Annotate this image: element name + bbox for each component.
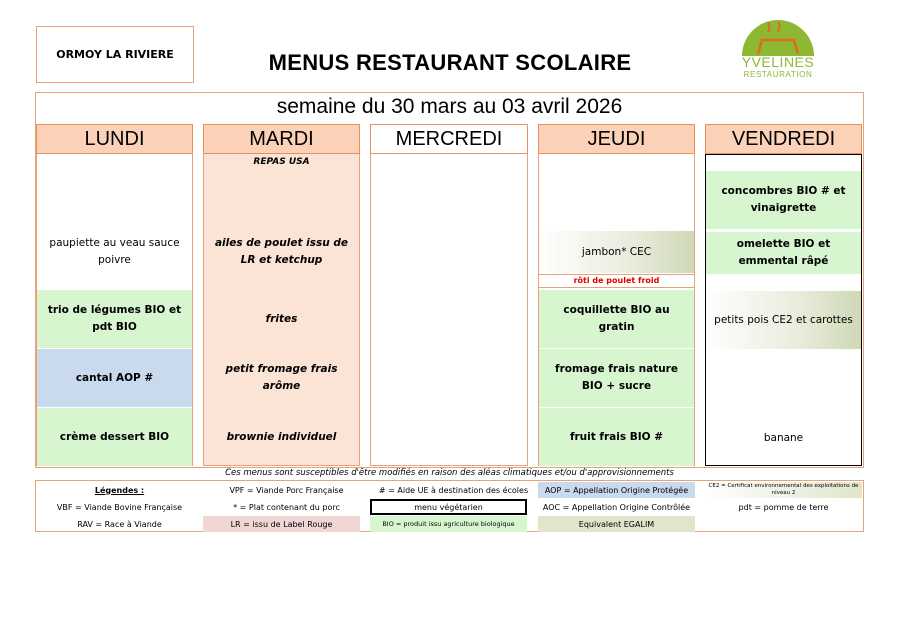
logo-line-2: RESTAURATION bbox=[743, 70, 813, 79]
menu-item-side: frites bbox=[265, 312, 298, 325]
menu-item-starter: concombres BIO # et vinaigrette bbox=[706, 171, 861, 229]
logo-graphic bbox=[728, 18, 828, 58]
legend-egalim: Equivalent EGALIM bbox=[538, 516, 695, 532]
menu-item-main: omelette BIO et emmental râpé bbox=[706, 232, 861, 274]
legend-aoc: AOC = Appellation Origine Contrôlée bbox=[542, 502, 691, 512]
legend-lr: LR = issu de Label Rouge bbox=[203, 516, 360, 532]
legend-porc: * = Plat contenant du porc bbox=[233, 502, 340, 512]
day-column-vendredi bbox=[705, 154, 862, 466]
disclaimer-note: Ces menus sont susceptibles d'être modifiés en raison des aléas climatiques et/ou d'approvisionnements bbox=[225, 468, 674, 478]
week-title: semaine du 30 mars au 03 avril 2026 bbox=[276, 95, 623, 118]
day-column-mardi bbox=[203, 154, 360, 466]
menu-item-dessert: crème dessert BIO bbox=[37, 408, 192, 466]
legend-vpf: VPF = Viande Porc Française bbox=[229, 485, 344, 495]
yvelines-restauration-logo bbox=[728, 18, 828, 82]
menu-item-cheese: cantal AOP # bbox=[37, 349, 192, 407]
page-title: MENUS RESTAURANT SCOLAIRE bbox=[268, 50, 632, 75]
menu-item-main: jambon* CEC bbox=[539, 231, 694, 273]
legend-ce2: CE2 = Certificat environnemental des exploitations de niveau 2 bbox=[705, 482, 862, 498]
legend-title: Légendes : bbox=[94, 485, 145, 495]
menu-item-dessert: fruit frais BIO # bbox=[539, 408, 694, 466]
menu-item-cheese: fromage frais nature BIO + sucre bbox=[539, 349, 694, 407]
menu-item-side: petits pois CE2 et carottes bbox=[706, 291, 861, 349]
menu-item-alternative: rôti de poulet froid bbox=[539, 274, 694, 288]
day-header-jeudi: JEUDI bbox=[538, 124, 695, 154]
menu-item-side: coquillette BIO au gratin bbox=[539, 290, 694, 348]
menu-item-dessert: brownie individuel bbox=[226, 430, 337, 443]
day-header-vendredi: VENDREDI bbox=[705, 124, 862, 154]
legend-bio: BIO = produit issu agriculture biologique bbox=[370, 516, 527, 532]
school-name: ORMOY LA RIVIERE bbox=[36, 26, 194, 83]
menu-item-side: trio de légumes BIO et pdt BIO bbox=[37, 290, 192, 348]
theme-label: REPAS USA bbox=[253, 156, 310, 167]
day-header-lundi: LUNDI bbox=[36, 124, 193, 154]
legend-aide-ue: # = Aide UE à destination des écoles bbox=[378, 485, 529, 495]
day-column-jeudi bbox=[538, 154, 695, 466]
legend-rav: RAV = Race à Viande bbox=[77, 519, 162, 529]
legend-vbf: VBF = Viande Bovine Française bbox=[56, 502, 183, 512]
day-header-mardi: MARDI bbox=[203, 124, 360, 154]
logo-line-1: YVELINES bbox=[741, 54, 815, 70]
menu-item-cheese: petit fromage frais arôme bbox=[225, 363, 338, 392]
day-column-lundi bbox=[36, 154, 193, 466]
menu-item-main: ailes de poulet issu de LR et ketchup bbox=[214, 237, 349, 266]
legend-pdt: pdt = pomme de terre bbox=[738, 502, 829, 512]
menu-item-dessert: banane bbox=[763, 431, 804, 444]
legend-aop: AOP = Appellation Origine Protégée bbox=[538, 482, 695, 498]
menu-item-main: paupiette au veau sauce poivre bbox=[49, 237, 180, 266]
day-header-mercredi: MERCREDI bbox=[370, 124, 528, 154]
legend-vegetarien: menu végétarien bbox=[370, 499, 527, 515]
legend bbox=[35, 480, 864, 532]
day-column-mercredi bbox=[370, 154, 528, 466]
